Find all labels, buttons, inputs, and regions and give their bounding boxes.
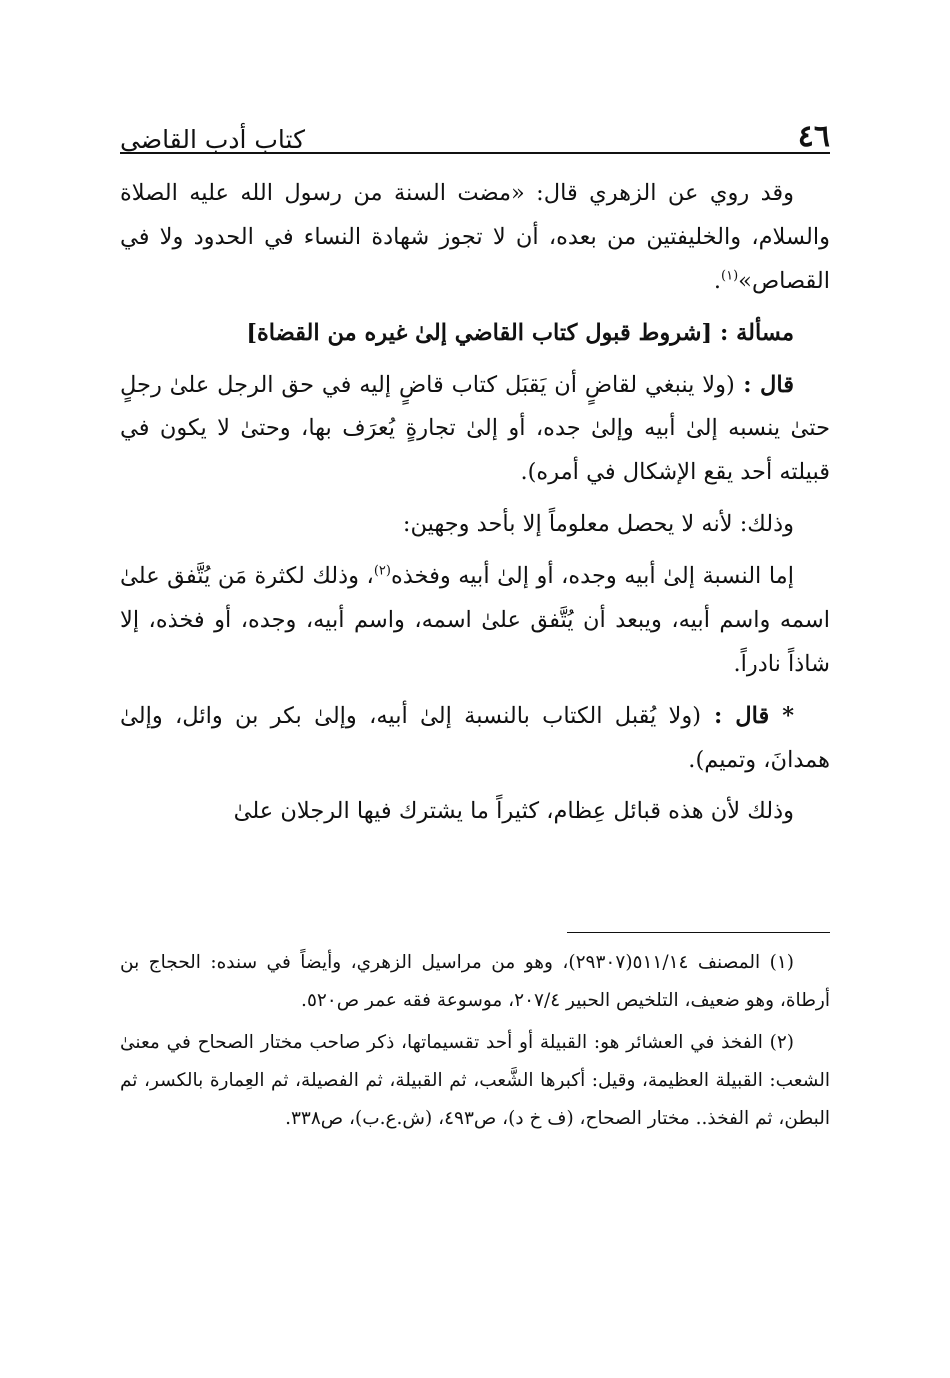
footnote-ref: (٢) [373, 563, 391, 579]
footnote-rule [567, 932, 830, 933]
qala-label: * قال : [701, 702, 794, 729]
paragraph-qala-2 [120, 695, 830, 783]
main-text [120, 172, 830, 842]
paragraph-tribes [120, 790, 830, 834]
paragraph-text: (ولا يُقبل الكتاب بالنسبة إلىٰ أبيه، وإلىٰ بكر بن وائل، وإلىٰ همدانَ، وتميم). [120, 702, 830, 773]
book-page [120, 0, 830, 1378]
paragraph-text: وقد روي عن الزهري قال: «مضت السنة من رسول الله عليه الصلاة والسلام، والخليفتين من بعده، أن لا تجوز شهادة النساء في الحدود ولا في القصاص» [120, 180, 830, 294]
paragraph-zuhri-narration [120, 172, 830, 304]
paragraph-lineage [120, 555, 830, 687]
issue-heading [120, 312, 830, 356]
paragraph-qala-1 [120, 364, 830, 496]
paragraph-tail: ، وذلك لكثرة مَن يُتَّفق علىٰ اسمه واسم أبيه، ويبعد أن يُتَّفق علىٰ اسمه، واسم أبيه، وجده، أو فخذه، إلا شاذاً نادراً. [120, 563, 830, 677]
qala-label: قال : [734, 371, 795, 398]
header-rule [120, 152, 830, 154]
footnotes [120, 944, 830, 1142]
page-number: ٤٦ [797, 119, 830, 154]
issue-label: مسألة : [712, 319, 794, 346]
paragraph-text: وذلك: لأنه لا يحصل معلوماً إلا بأحد وجهين: [402, 511, 794, 538]
paragraph-text: وذلك لأن هذه قبائل عِظام، كثيراً ما يشترك فيها الرجلان علىٰ [233, 798, 794, 825]
paragraph-text: (ولا ينبغي لقاضٍ أن يَقبَل كتاب قاضٍ إليه في حق الرجل علىٰ رجلٍ حتىٰ ينسبه إلىٰ أبيه وإلىٰ جده، أو إلىٰ تجارةٍ يُعرَف بها، وحتىٰ لا يكون في قبيلته أحد يقع الإشكال في أمره). [120, 371, 830, 486]
footnote-2: (٢) الفخذ في العشائر هو: القبيلة أو أحد تقسيماتها، ذكر صاحب مختار الصحاح في معنىٰ الشعب: القبيلة العظيمة، وقيل: أكبرها الشَّعب، ثم القبيلة، ثم الفصيلة، ثم العِمارة بالكسر، ثم البطن، ثم الفخذ.. مختار الصحاح، (ف خ د)، ص٤٩٣، (ش.ع.ب)، ص٣٣٨. [120, 1031, 830, 1129]
page-header [120, 108, 830, 152]
issue-title: [شروط قبول كتاب القاضي إلىٰ غيره من القضاة] [246, 319, 713, 346]
paragraph-text: إما النسبة إلىٰ أبيه وجده، أو إلىٰ أبيه وفخذه [390, 563, 794, 589]
paragraph-tail: . [713, 267, 722, 294]
running-title: كتاب أدب القاضي [120, 125, 305, 154]
footnote-1: (١) المصنف ٥١١/١٤(٢٩٣٠٧)، وهو من مراسيل الزهري، وأيضاً في سنده: الحجاج بن أرطاة، وهو ضعيف، التلخيص الحبير ٢٠٧/٤، موسوعة فقه عمر ص٥٢٠. [120, 952, 830, 1011]
paragraph-explanation [120, 503, 830, 547]
footnote-ref: (١) [721, 268, 739, 284]
